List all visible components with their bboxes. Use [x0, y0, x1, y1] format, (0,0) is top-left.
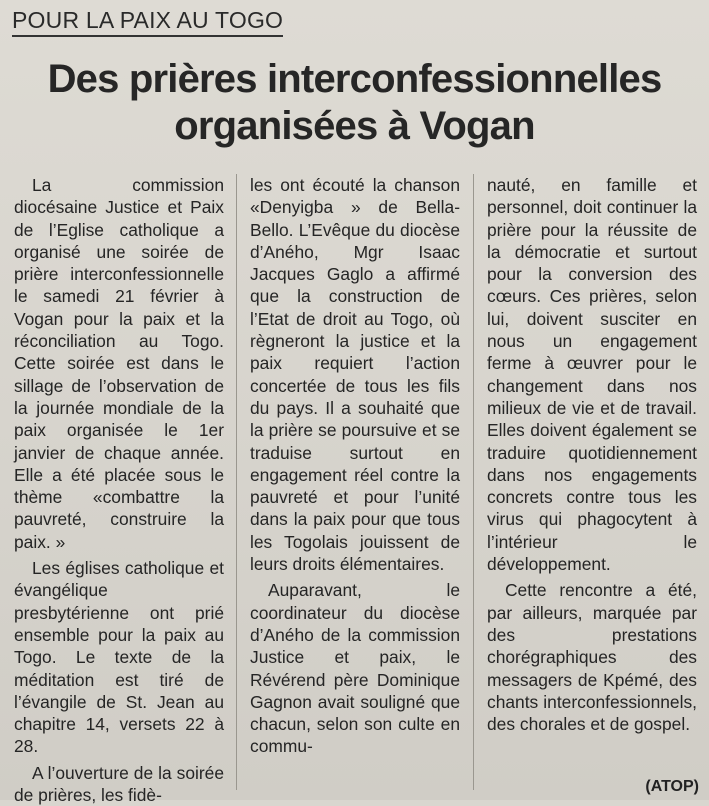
- column-divider: [473, 174, 474, 790]
- section-kicker: POUR LA PAIX AU TOGO: [12, 6, 283, 37]
- paragraph: A l’ouverture de la soirée de prières, les fidè-: [14, 762, 224, 806]
- paragraph: nauté, en famille et personnel, doit continuer la prière pour la réussite de la démocratie et surtout pour la conversion des cœurs. Ces prières, selon lui, doivent susciter en nous un engagement ferme à œuvrer pour le changement dans nos milieux de vie et de travail. Elles doivent également se traduire quotidiennement dans nos engagements concrets contre tous les virus qui phagocytent à l’intérieur le développement.: [487, 175, 697, 575]
- article-headline: Des prières interconfessionnelles organisées à Vogan: [47, 57, 662, 148]
- article-column-3: [487, 174, 697, 735]
- article-column-1: [14, 174, 224, 806]
- paragraph: La commission diocésaine Justice et Paix de l’Eglise catholique a organisé une soirée de prière interconfessionnelle le samedi 21 février à Vogan pour la paix et la réconciliation au Togo. Cette soirée est dans le sillage de l’observation de la journée mondiale de la paix organisée le 1er janvier de chaque année. Elle a été placée sous le thème «combattre la pauvreté, construire la paix. »: [14, 175, 224, 552]
- paragraph: les ont écouté la chanson «Denyigba » de Bella-Bello. L’Evêque du diocèse d’Aného, Mgr Isaac Jacques Gaglo a affirmé que la construction de l’Etat de droit au Togo, où règneront la justice et la paix requiert l’action concertée de tous les fils du pays. Il a souhaité que la prière se poursuive et se traduise surtout en engagement réel contre la pauvreté et pour l’unité dans la paix pour que tous les Togolais jouissent de leurs droits élémentaires.: [250, 175, 460, 575]
- paragraph: Les églises catholique et évangélique presbytérienne ont prié ensemble pour la paix au Togo. Le texte de la méditation est tiré de l’évangile de St. Jean au chapitre 14, versets 22 à 28.: [14, 558, 224, 757]
- paragraph: Cette rencontre a été, par ailleurs, marquée par des prestations chorégraphiques des messagers de Kpémé, des chants interconfessionnels, des chorales et de gospel.: [487, 580, 697, 735]
- byline-credit: (ATOP): [645, 778, 699, 795]
- paragraph: Auparavant, le coordinateur du diocèse d’Aného de la commission Justice et paix, le Révérend père Dominique Gagnon avait souligné que chacun, selon son culte en commu-: [250, 580, 460, 757]
- article-column-2: [250, 174, 460, 758]
- column-divider: [236, 174, 237, 790]
